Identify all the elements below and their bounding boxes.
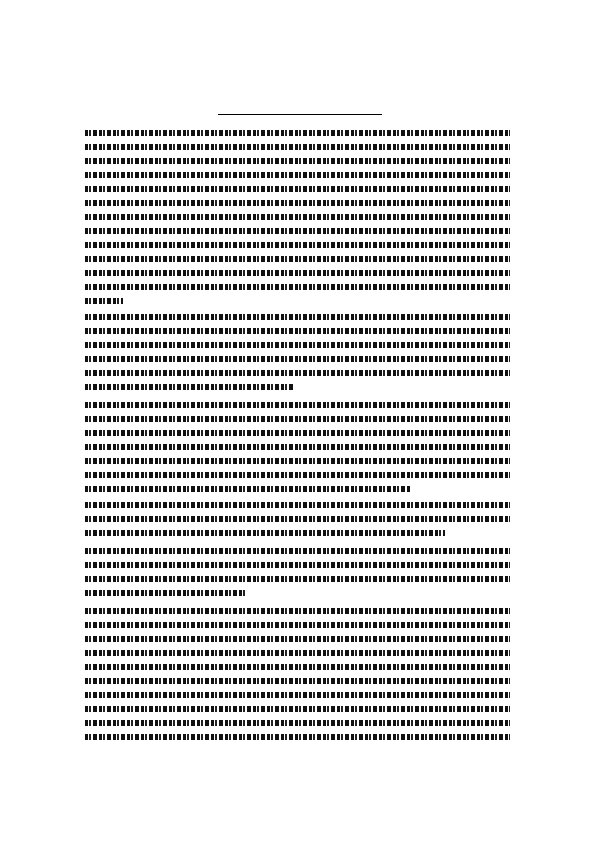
text-line [85,472,510,478]
text-line [85,314,510,320]
text-line [85,734,510,740]
text-line [85,576,510,582]
title-underline [218,114,382,115]
text-line [85,200,510,206]
text-line [85,298,123,304]
text-line [85,444,510,450]
document-title [218,97,382,113]
text-line [85,562,510,568]
text-line [85,516,510,522]
text-line [85,458,510,464]
text-line [85,284,510,290]
text-line [85,608,510,614]
text-line [85,650,510,656]
text-line [85,486,410,492]
text-line [85,328,510,334]
text-line [85,158,510,164]
text-line [85,636,510,642]
text-line [85,172,510,178]
text-line [85,256,510,262]
text-line [85,664,510,670]
body-text [85,130,510,750]
text-line [85,720,510,726]
text-line [85,144,510,150]
text-line [85,590,245,596]
text-line [85,622,510,628]
text-line [85,402,510,408]
text-line [85,502,510,508]
text-line [85,130,510,136]
text-line [85,692,510,698]
text-line [85,384,295,390]
text-line [85,530,445,536]
text-line [85,548,510,554]
text-line [85,416,510,422]
text-line [85,342,510,348]
text-line [85,370,510,376]
text-line [85,186,510,192]
text-line [85,228,510,234]
text-line [85,706,510,712]
text-line [85,270,510,276]
text-line [85,430,510,436]
text-line [85,356,510,362]
text-line [85,678,510,684]
text-line [85,214,510,220]
text-line [85,242,510,248]
